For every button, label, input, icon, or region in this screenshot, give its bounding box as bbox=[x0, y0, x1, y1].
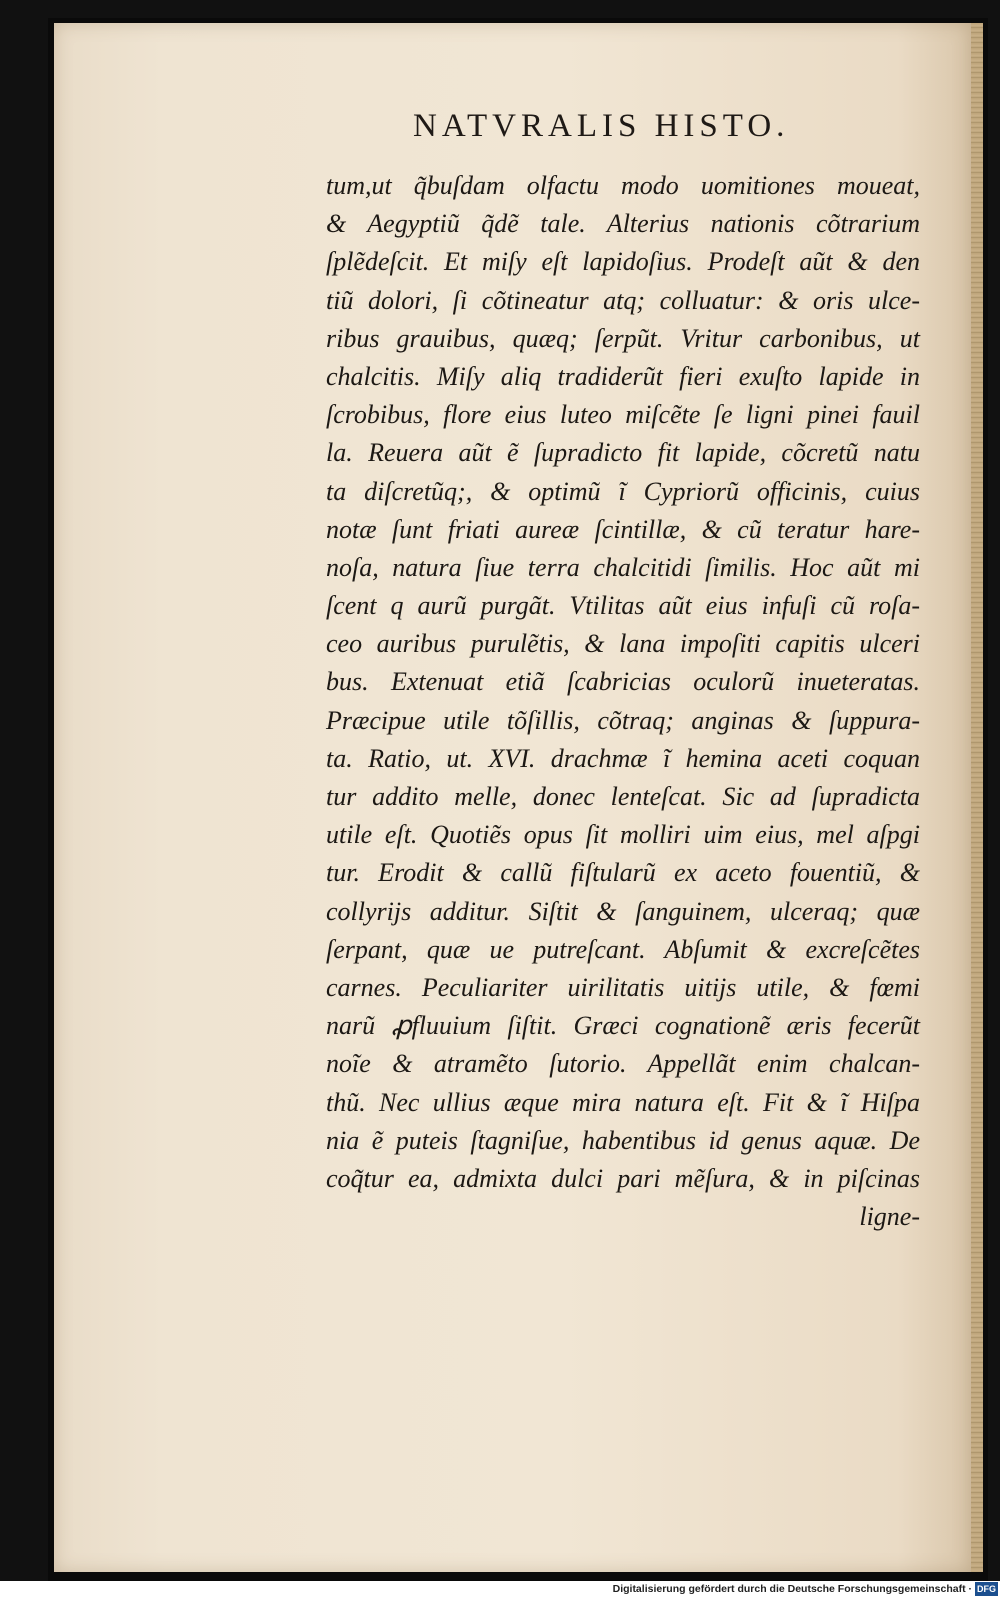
text-line: narũ ꝓfluuium ſiſtit. Græci cognationẽ æris fecerũt bbox=[326, 1011, 920, 1041]
text-line: & Aegyptiũ q̃dẽ tale. Alterius nationis cõtrarium bbox=[326, 209, 920, 239]
text-line: tiũ dolori, ſi cõtineatur atq; colluatur: & oris ulce- bbox=[326, 285, 920, 315]
body-text bbox=[326, 167, 920, 1236]
text-line: notæ ſunt friati aureæ ſcintillæ, & cũ teratur hare- bbox=[326, 514, 920, 544]
text-line: noĩe & atramẽto ſutorio. Appellãt enim chalcan- bbox=[326, 1049, 920, 1079]
text-line: ribus grauibus, quæq; ſerpũt. Vritur carbonibus, ut bbox=[326, 323, 920, 353]
dfg-logo-icon: DFG bbox=[977, 1584, 996, 1594]
running-header: NATVRALIS HISTO. bbox=[413, 108, 790, 144]
text-line: tur addito melle, donec lenteſcat. Sic ad ſupradicta bbox=[326, 782, 920, 811]
text-line: chalcitis. Miſy aliq tradiderũt fieri exuſto lapide in bbox=[326, 361, 920, 391]
text-line: utile eſt. Quotiẽs opus ſit molliri uim eius, mel aſpgi bbox=[326, 820, 920, 850]
catchword: ligne- bbox=[859, 1202, 920, 1232]
footer-bar bbox=[0, 1581, 1000, 1600]
text-line: ſcent q aurũ purgãt. Vtilitas aũt eius infuſi cũ roſa- bbox=[326, 591, 920, 621]
text-line: nia ẽ puteis ſtagniſue, habentibus id genus aquæ. De bbox=[326, 1125, 920, 1155]
text-line: tum,ut q̃buſdam olfactu modo uomitiones moueat, bbox=[326, 171, 920, 200]
text-line: Præcipue utile tõſillis, cõtraq; anginas & ſuppura- bbox=[326, 705, 920, 735]
text-line: bus. Extenuat etiã ſcabricias oculorũ inueteratas. bbox=[326, 667, 920, 697]
text-line: ſerpant, quæ ue putreſcant. Abſumit & excreſcẽtes bbox=[326, 934, 920, 964]
text-line: carnes. Peculiariter uirilitatis uitijs utile, & fœmi bbox=[326, 972, 920, 1002]
text-line: ta diſcretũq;, & optimũ ĩ Cypriorũ officinis, cuius bbox=[326, 476, 920, 506]
text-line: ſplẽdeſcit. Et miſy eſt lapidoſius. Prodeſt aũt & den bbox=[326, 247, 920, 277]
text-line: coq̃tur ea, admixta dulci pari mẽſura, & in piſcinas bbox=[326, 1163, 920, 1193]
text-line: ceo auribus purulẽtis, & lana impoſiti capitis ulceri bbox=[326, 629, 920, 659]
text-line: collyrijs additur. Siſtit & ſanguinem, ulceraq; quæ bbox=[326, 896, 920, 926]
text-line: ſcrobibus, flore eius luteo miſcẽte ſe ligni pinei fauil bbox=[326, 400, 920, 430]
funding-credit: Digitalisierung gefördert durch die Deutsche Forschungsgemeinschaft · bbox=[612, 1583, 972, 1595]
text-line: ta. Ratio, ut. XVI. drachmæ ĩ hemina aceti coquan bbox=[326, 743, 920, 773]
text-line: la. Reuera aũt ẽ ſupradicto fit lapide, cõcretũ natu bbox=[326, 438, 920, 468]
text-line: noſa, natura ſiue terra chalcitidi ſimilis. Hoc aũt mi bbox=[326, 552, 920, 582]
text-line: thũ. Nec ullius æque mira natura eſt. Fit & ĩ Hiſpa bbox=[326, 1087, 920, 1117]
page-edge bbox=[971, 23, 983, 1572]
text-line: tur. Erodit & callũ fiſtularũ ex aceto fouentiũ, & bbox=[326, 858, 920, 888]
